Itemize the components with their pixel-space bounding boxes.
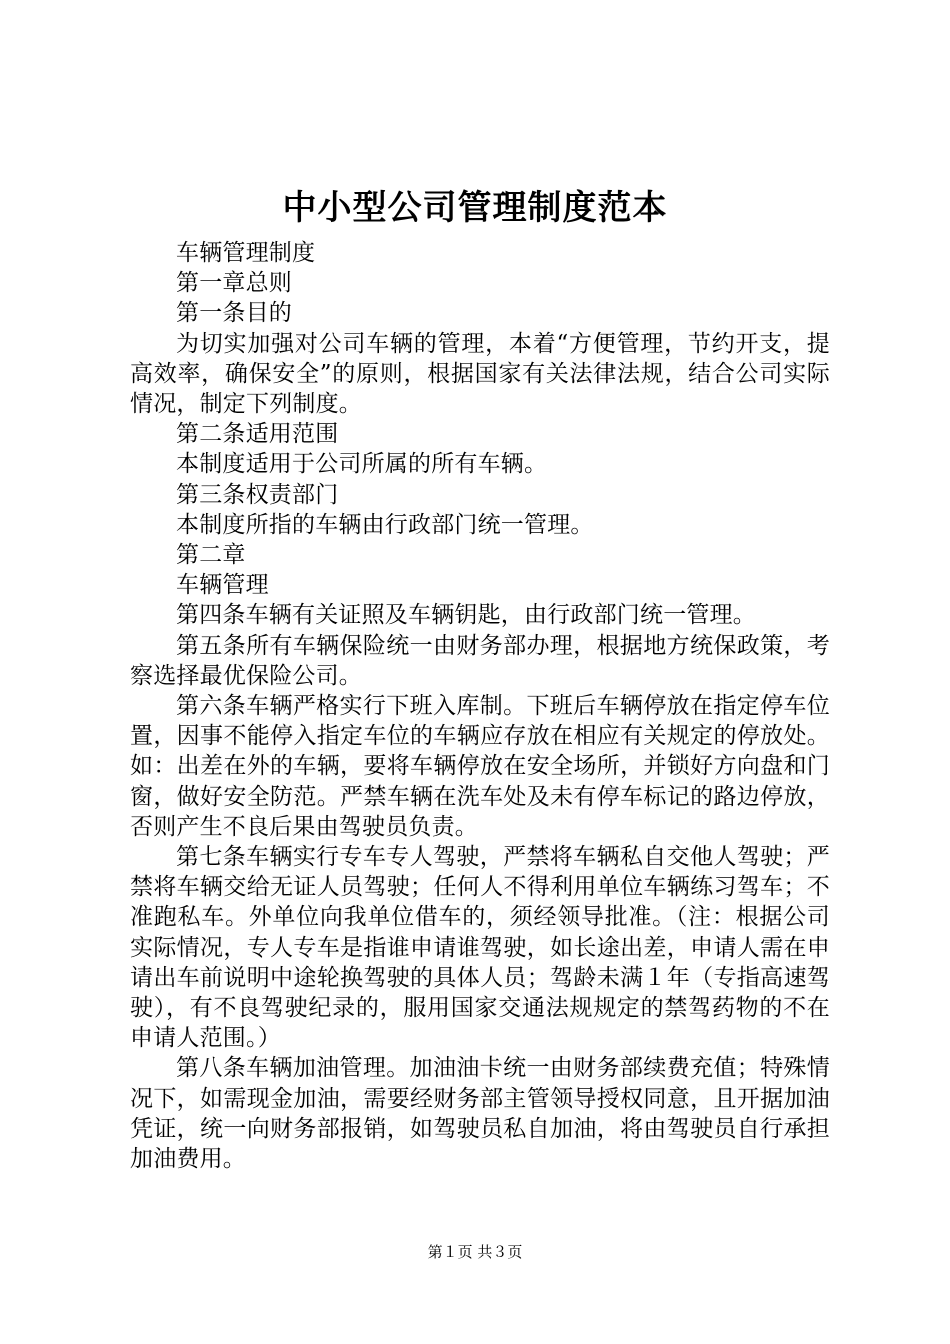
paragraph-article-3-title: 第三条权责部门: [176, 481, 339, 508]
paragraph-article-3-body: 本制度所指的车辆由行政部门统一管理。: [176, 511, 594, 538]
paragraph-article-1-body: 为切实加强对公司车辆的管理，本着“方便管理，节约开支，提高效率，确保安全”的原则，根据国家有关法律法规，结合公司实际情况，制定下列制度。: [130, 330, 830, 418]
paragraph-article-2-title: 第二条适用范围: [176, 421, 339, 448]
document-body: [130, 238, 830, 1174]
paragraph-article-2-body: 本制度适用于公司所属的所有车辆。: [176, 451, 548, 478]
paragraph-heading-vehicle-rules: 车辆管理制度: [176, 240, 316, 266]
paragraph-article-1-title: 第一条目的: [176, 300, 292, 327]
paragraph-chapter-2-title: 车辆管理: [176, 572, 269, 599]
paragraph-article-8: 第八条车辆加油管理。加油油卡统一由财务部续费充值；特殊情况下，如需现金加油，需要经财务部主管领导授权同意，且开据加油凭证，统一向财务部报销，如驾驶员私自加油，将由驾驶员自行承担加油费用。: [130, 1055, 830, 1173]
paragraph-chapter-2: 第二章: [176, 542, 246, 569]
paragraph-article-5: 第五条所有车辆保险统一由财务部办理，根据地方统保政策，考察选择最优保险公司。: [130, 632, 830, 689]
document-title: 中小型公司管理制度范本: [282, 188, 668, 228]
page-footer: 第１页 共３页: [427, 1243, 523, 1261]
paragraph-article-6: 第六条车辆严格实行下班入库制。下班后车辆停放在指定停车位置，因事不能停入指定车位的车辆应存放在相应有关规定的停放处。如：出差在外的车辆，要将车辆停放在安全场所，并锁好方向盘和门窗，做好安全防范。严禁车辆在洗车处及未有停车标记的路边停放，否则产生不良后果由驾驶员负责。: [130, 693, 830, 840]
paragraph-article-4: 第四条车辆有关证照及车辆钥匙，由行政部门统一管理。: [176, 602, 756, 629]
paragraph-article-7: 第七条车辆实行专车专人驾驶，严禁将车辆私自交他人驾驶；严禁将车辆交给无证人员驾驶；任何人不得利用单位车辆练习驾车；不准跑私车。外单位向我单位借车的，须经领导批准。（注：根据公司实际情况，专人专车是指谁申请谁驾驶，如长途出差，申请人需在申请出车前说明中途轮换驾驶的具体人员；驾龄未满１年（专指高速驾驶），有不良驾驶纪录的，服用国家交通法规规定的禁驾药物的不在申请人范围。）: [130, 844, 830, 1052]
paragraph-chapter-1: 第一章总则: [176, 270, 292, 297]
